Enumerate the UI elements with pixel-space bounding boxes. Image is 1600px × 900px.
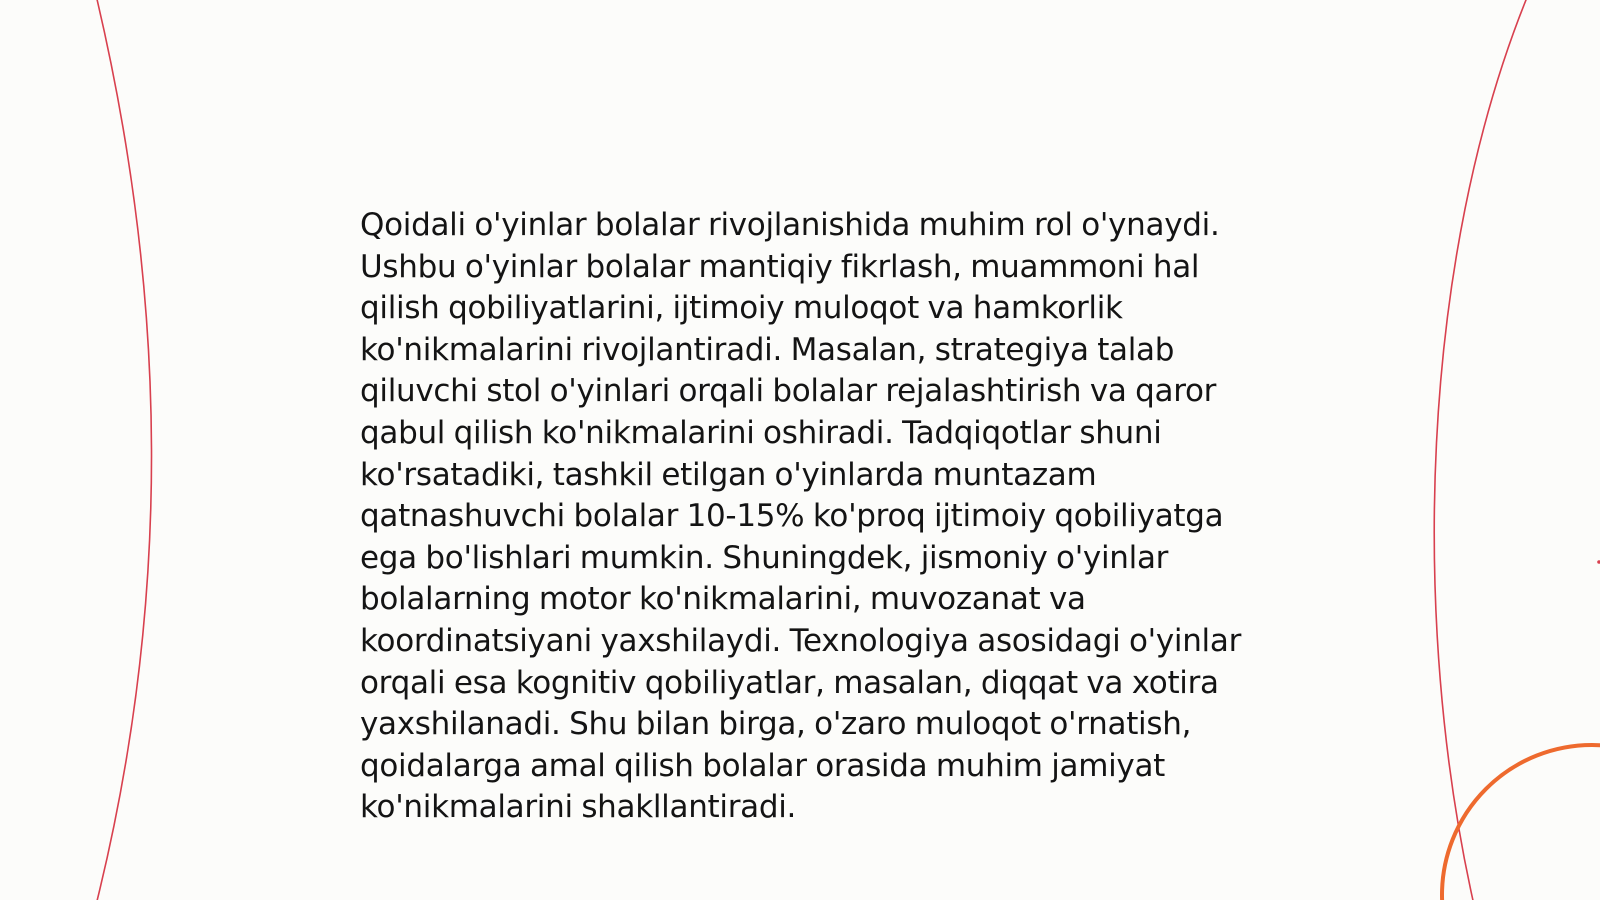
orange-circle-accent bbox=[1442, 745, 1600, 900]
main-paragraph: Qoidali o'yinlar bolalar rivojlanishida muhim rol o'ynaydi. Ushbu o'yinlar bolalar mantiqiy fikrlash, muammoni hal qilish qobiliyatlarini, ijtimoiy muloqot va hamkorlik ko'nikmalarini rivojlantiradi. Masalan, strategiya talab qiluvchi stol o'yinlari orqali bolalar rejalashtirish va qaror qabul qilish ko'nikmalarini oshiradi. Tadqiqotlar shuni ko'rsatadiki, tashkil etilgan o'yinlarda muntazam qatnashuvchi bolalar 10-15% ko'proq ijtimoiy qobiliyatga ega bo'lishlari mumkin. Shuningdek, jismoniy o'yinlar bolalarning motor ko'nikmalarini, muvozanat va koordinatsiyani yaxshilaydi. Texnologiya asosidagi o'yinlar orqali esa kognitiv qobiliyatlar, masalan, diqqat va xotira yaxshilanadi. Shu bilan birga, o'zaro muloqot o'rnatish, qoidalarga amal qilish bolalar orasida muhim jamiyat ko'nikmalarini shakllantiradi. bbox=[360, 207, 1242, 826]
left-arc-line bbox=[96, 0, 152, 900]
